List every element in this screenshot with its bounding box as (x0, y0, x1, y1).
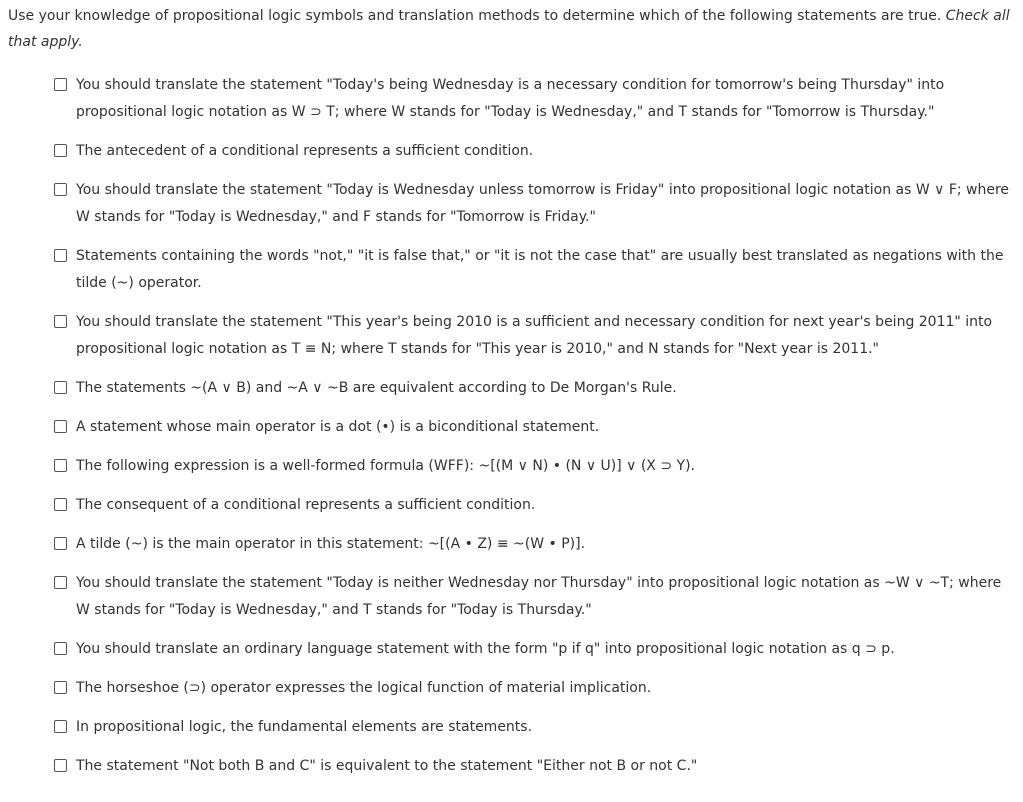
checkbox-4[interactable] (54, 249, 67, 262)
checkbox-12[interactable] (54, 642, 67, 655)
option-9[interactable] (54, 492, 1016, 519)
checkbox-9[interactable] (54, 498, 67, 511)
checkbox-15[interactable] (54, 759, 67, 772)
option-1[interactable] (54, 72, 1016, 126)
option-13[interactable] (54, 675, 1016, 702)
option-label: The following expression is a well-formed formula (WFF): ~[(M ∨ N) • (N ∨ U)] ∨ (X ⊃ Y). (76, 458, 695, 474)
prompt-text: Use your knowledge of propositional logic symbols and translation methods to determine which of the following statements are true. (8, 8, 946, 24)
option-label: Statements containing the words "not," "it is false that," or "it is not the case that" are usually best translated as negations with the tilde (~) operator. (76, 248, 1004, 291)
option-label: You should translate the statement "Today is Wednesday unless tomorrow is Friday" into propositional logic notation as W ∨ F; where W stands for "Today is Wednesday," and F stands for "Tomorrow is Friday." (76, 182, 1010, 225)
checkbox-7[interactable] (54, 420, 67, 433)
option-label: You should translate the statement "Today is neither Wednesday nor Thursday" into propositional logic notation as ~W ∨ ~T; where W stands for "Today is Wednesday," and T stands for "Today is Thursday." (76, 575, 1002, 618)
checkbox-2[interactable] (54, 144, 67, 157)
question-prompt (8, 3, 1016, 55)
option-label: The horseshoe (⊃) operator expresses the logical function of material implication. (76, 680, 652, 696)
option-2[interactable] (54, 138, 1016, 165)
option-4[interactable] (54, 243, 1016, 297)
checkbox-8[interactable] (54, 459, 67, 472)
option-label: The statement "Not both B and C" is equivalent to the statement "Either not B or not C." (76, 758, 698, 774)
option-label: The antecedent of a conditional represents a sufficient condition. (76, 143, 534, 159)
prompt-instruction: Check all that apply. (8, 8, 1010, 50)
option-6[interactable] (54, 375, 1016, 402)
option-7[interactable] (54, 414, 1016, 441)
checkbox-1[interactable] (54, 78, 67, 91)
option-15[interactable] (54, 753, 1016, 780)
option-11[interactable] (54, 570, 1016, 624)
checkbox-13[interactable] (54, 681, 67, 694)
option-label: In propositional logic, the fundamental elements are statements. (76, 719, 533, 735)
option-label: You should translate the statement "This year's being 2010 is a sufficient and necessary condition for next year's being 2011" into propositional logic notation as T ≡ N; where T stands for "This year is 2010," and N stands for "Next year is 2011." (76, 314, 993, 357)
checkbox-11[interactable] (54, 576, 67, 589)
option-label: The statements ~(A ∨ B) and ~A ∨ ~B are equivalent according to De Morgan's Rule. (76, 380, 677, 396)
option-5[interactable] (54, 309, 1016, 363)
checkbox-14[interactable] (54, 720, 67, 733)
option-label: A statement whose main operator is a dot (•) is a biconditional statement. (76, 419, 600, 435)
checkbox-3[interactable] (54, 183, 67, 196)
option-10[interactable] (54, 531, 1016, 558)
checkbox-5[interactable] (54, 315, 67, 328)
answer-options (54, 72, 1016, 780)
option-3[interactable] (54, 177, 1016, 231)
checkbox-10[interactable] (54, 537, 67, 550)
option-14[interactable] (54, 714, 1016, 741)
option-label: You should translate an ordinary language statement with the form "p if q" into propositional logic notation as q ⊃ p. (76, 641, 895, 657)
option-label: A tilde (~) is the main operator in this statement: ~[(A • Z) ≡ ~(W • P)]. (76, 536, 586, 552)
option-label: The consequent of a conditional represents a sufficient condition. (76, 497, 536, 513)
checkbox-6[interactable] (54, 381, 67, 394)
option-12[interactable] (54, 636, 1016, 663)
option-label: You should translate the statement "Today's being Wednesday is a necessary condition for tomorrow's being Thursday" into propositional logic notation as W ⊃ T; where W stands for "Today is Wednesday," and T stands for "Tomorrow is Thursday." (76, 77, 945, 120)
option-8[interactable] (54, 453, 1016, 480)
